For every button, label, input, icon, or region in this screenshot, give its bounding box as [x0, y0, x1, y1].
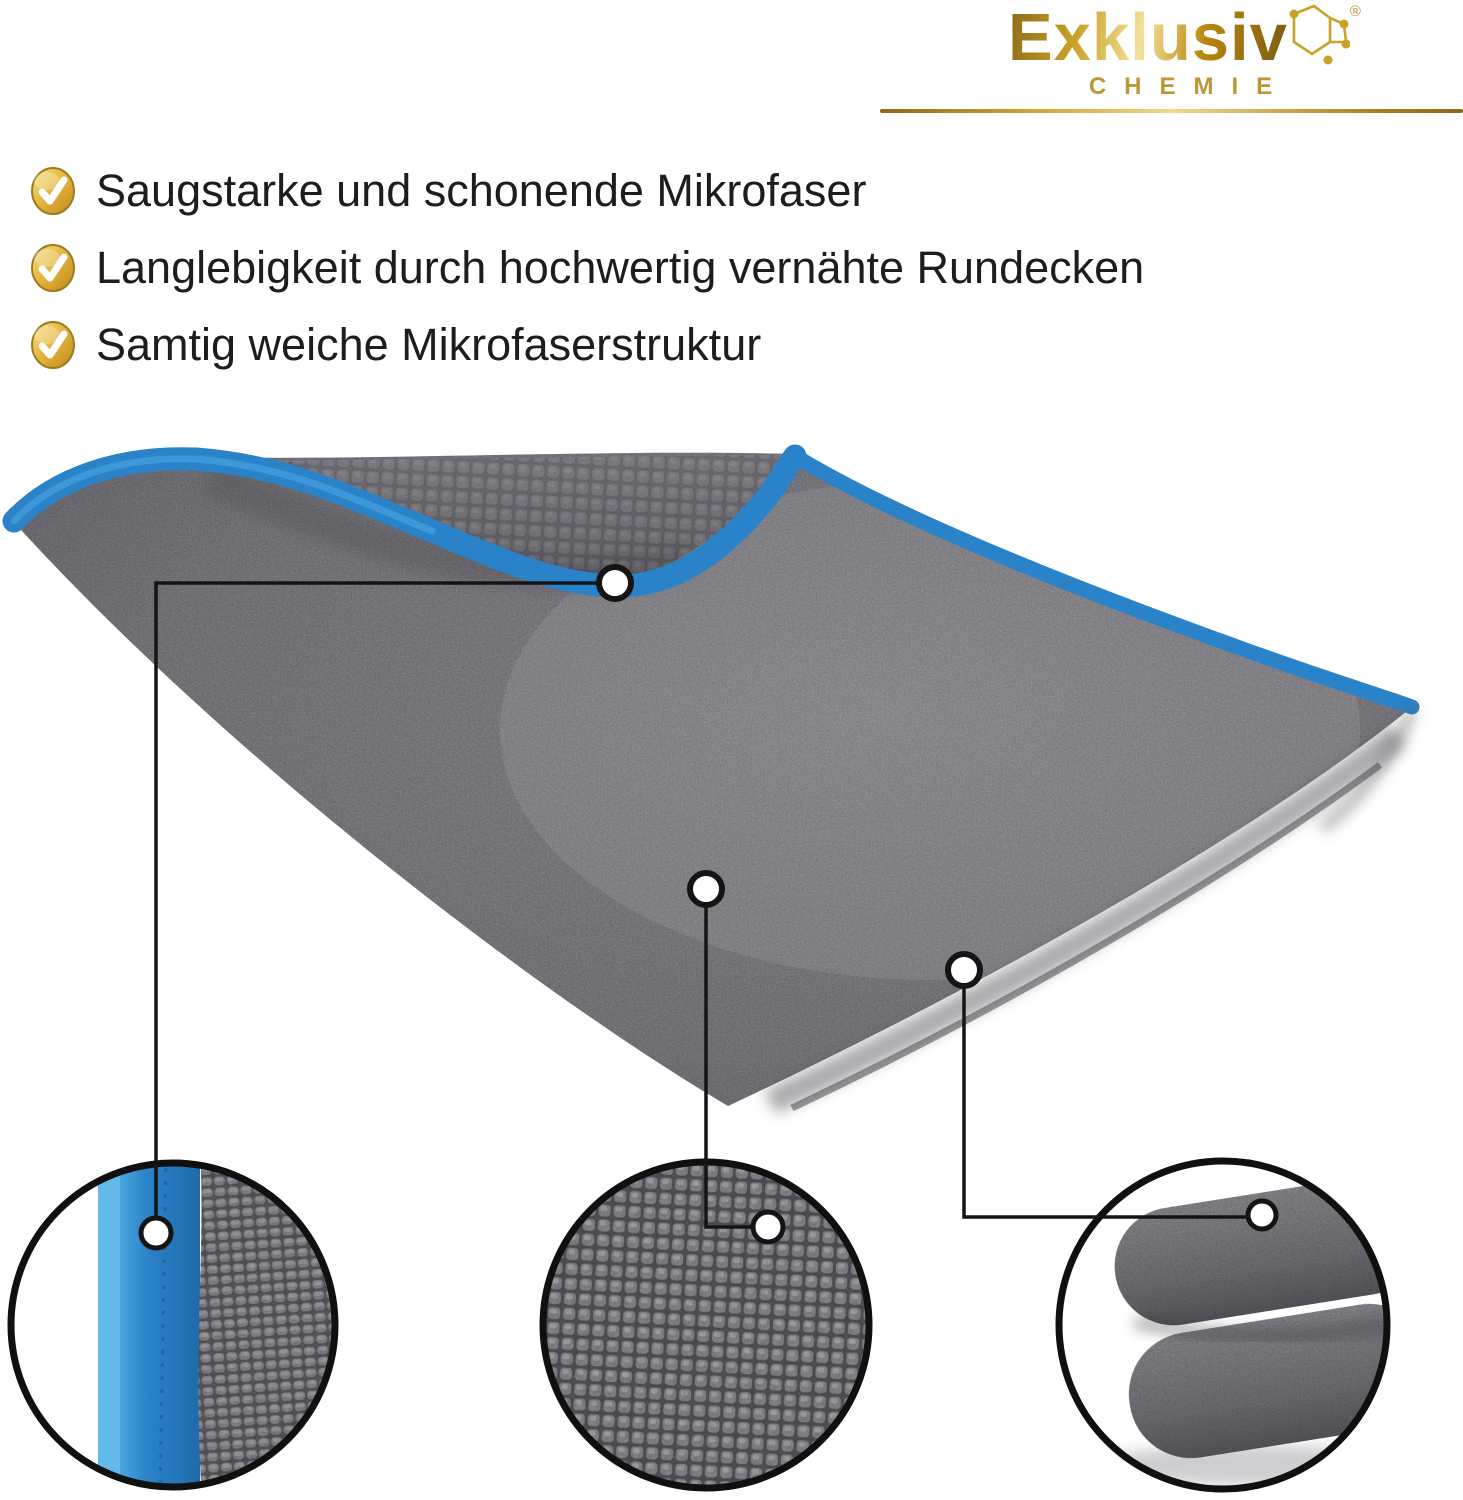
towel-photo	[12, 453, 1412, 1108]
callout-dot	[141, 1218, 171, 1248]
registered-mark: ®	[1349, 3, 1361, 20]
feature-label: Langlebigkeit durch hochwertig vernähte Rundecken	[96, 242, 1145, 293]
callout-dot	[690, 873, 722, 905]
feature-label: Samtig weiche Mikrofaserstruktur	[96, 319, 762, 370]
callout-dot	[599, 567, 631, 599]
brand-name: Exklusiv	[1008, 0, 1288, 75]
edge-stitching-zoom-circle	[11, 1150, 345, 1500]
callout-dot	[1248, 1201, 1276, 1229]
callout-dot	[948, 954, 980, 986]
feature-label: Saugstarke und schonende Mikrofaser	[96, 165, 867, 216]
brand-division: CHEMIE	[1088, 73, 1291, 100]
callout-dot	[753, 1212, 783, 1242]
